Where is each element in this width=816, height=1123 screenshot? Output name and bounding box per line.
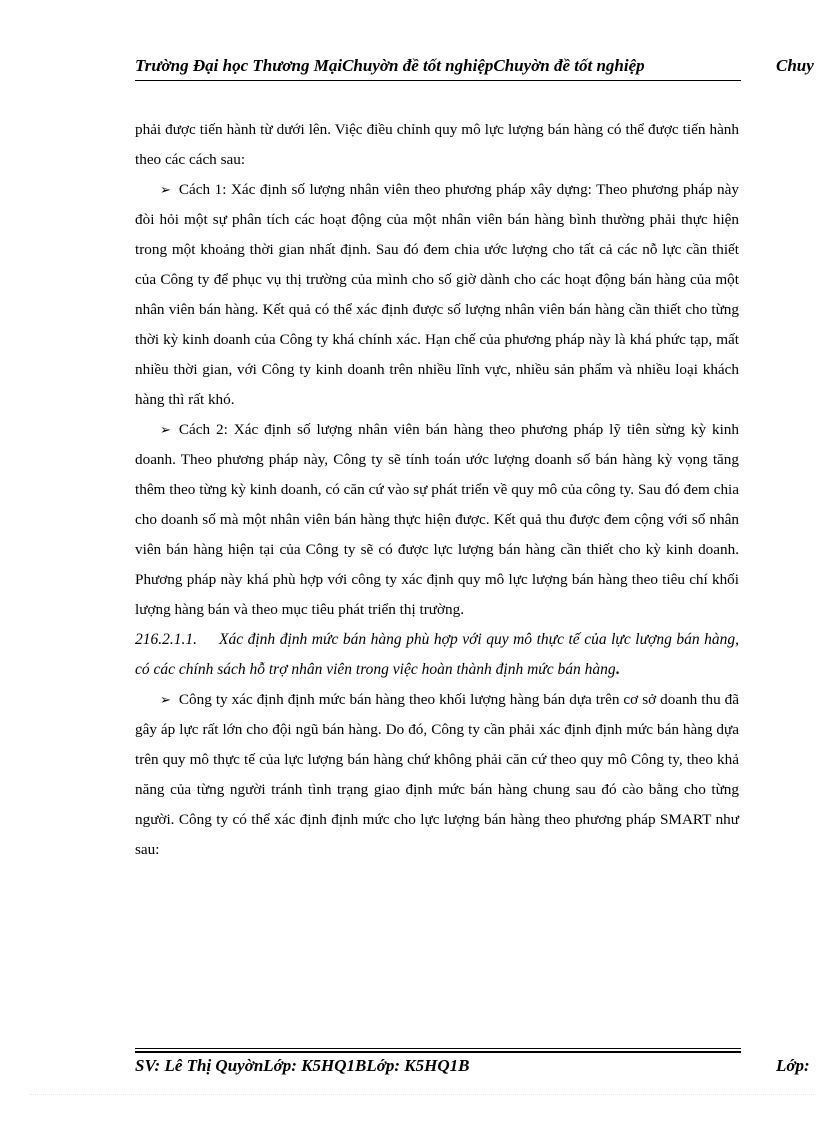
header-rule bbox=[135, 80, 741, 81]
paragraph-sales-quota-text: Công ty xác định định mức bán hàng theo khối lượng hàng bán dựa trên cơ sở doanh thu đã gây áp lực rất lớn cho đội ngũ bán hàng. Do đó, Công ty cần phải xác định định mức bán hàng dựa trên quy mô thực tế của lực lượng bán hàng chứ không phải căn cứ theo quy mô Công ty, theo khả năng của từng người tránh tình trạng giao định mức bán hàng chung sau đó cào bằng cho từng người. Công ty có thể xác định định mức cho lực lượng bán hàng theo phương pháp SMART như sau: bbox=[135, 691, 739, 858]
arrow-bullet-icon: ➢ bbox=[160, 182, 171, 197]
paragraph-method-2-text: Cách 2: Xác định số lượng nhân viên bán hàng theo phương pháp lỹ tiên sừng kỳ kinh doanh. Theo phương pháp này, Công ty sẽ tính toán ước lượng doanh số bán hàng kỳ vọng tăng thêm theo từng kỳ kinh doanh, có căn cứ vào sự phát triển về quy mô của công ty. Sau đó đem chia cho doanh số mà một nhân viên bán hàng thực hiện được. Kết quả thu được đem cộng với số nhân viên bán hàng hiện tại của Công ty sẽ có được lực lượng bán hàng cần thiết cho kỳ kinh doanh. Phương pháp này khá phù hợp với công ty xác định quy mô lực lượng bán hàng theo tiêu chí khối lượng hàng bán và theo mục tiêu phát triển thị trường. bbox=[135, 421, 739, 618]
section-heading-text: Xác định định mức bán hàng phù hợp với quy mô thực tế của lực lượng bán hàng, có các chính sách hỗ trợ nhân viên trong việc hoàn thành định mức bán hàng bbox=[135, 631, 739, 678]
footer-rule-thick bbox=[135, 1051, 741, 1053]
arrow-bullet-icon: ➢ bbox=[160, 692, 171, 707]
paragraph-method-2 bbox=[135, 415, 739, 625]
section-heading-end: . bbox=[615, 661, 620, 678]
footer-rule-thin bbox=[135, 1048, 741, 1049]
paragraph-sales-quota bbox=[135, 685, 739, 865]
page-footer-student: SV: Lê Thị QuyờnLớp: K5HQ1BLớp: K5HQ1B bbox=[135, 1056, 470, 1075]
document-body bbox=[135, 115, 739, 865]
paragraph-method-1 bbox=[135, 175, 739, 415]
page-footer-overflow-text: Lớp: bbox=[776, 1056, 810, 1075]
paragraph-intro: phải được tiến hành từ dưới lên. Việc điều chỉnh quy mô lực lượng bán hàng có thể được tiến hành theo các cách sau: bbox=[135, 121, 739, 168]
section-heading bbox=[135, 625, 739, 685]
page-bottom-edge bbox=[30, 1094, 816, 1095]
arrow-bullet-icon: ➢ bbox=[160, 422, 171, 437]
paragraph-method-1-text: Cách 1: Xác định số lượng nhân viên theo phương pháp xây dựng: Theo phương pháp này đòi hỏi một sự phân tích các hoạt động của một nhân viên bán hàng bình thường phải thực hiện trong một khoảng thời gian nhất định. Sau đó đem chia ước lượng cho tất cả các nỗ lực cần thiết của Công ty để phục vụ thị trường của mình cho số giờ dành cho các hoạt động bán hàng của một nhân viên bán hàng. Kết quả có thể xác định được số lượng nhân viên bán hàng cần thiết cho từng thời kỳ kinh doanh của Công ty khá chính xác. Hạn chế của phương pháp này là khá phức tạp, mất nhiều thời gian, với Công ty kinh doanh trên nhiều lĩnh vực, nhiều sản phẩm và nhiều loại khách hàng thì rất khó. bbox=[135, 181, 739, 408]
page-header-title: Trường Đại học Thương MạiChuyờn đề tốt nghiệpChuyờn đề tốt nghiệp bbox=[135, 56, 645, 75]
page-header-overflow-text: Chuy bbox=[776, 56, 814, 75]
section-heading-number: 216.2.1.1. bbox=[135, 631, 197, 648]
